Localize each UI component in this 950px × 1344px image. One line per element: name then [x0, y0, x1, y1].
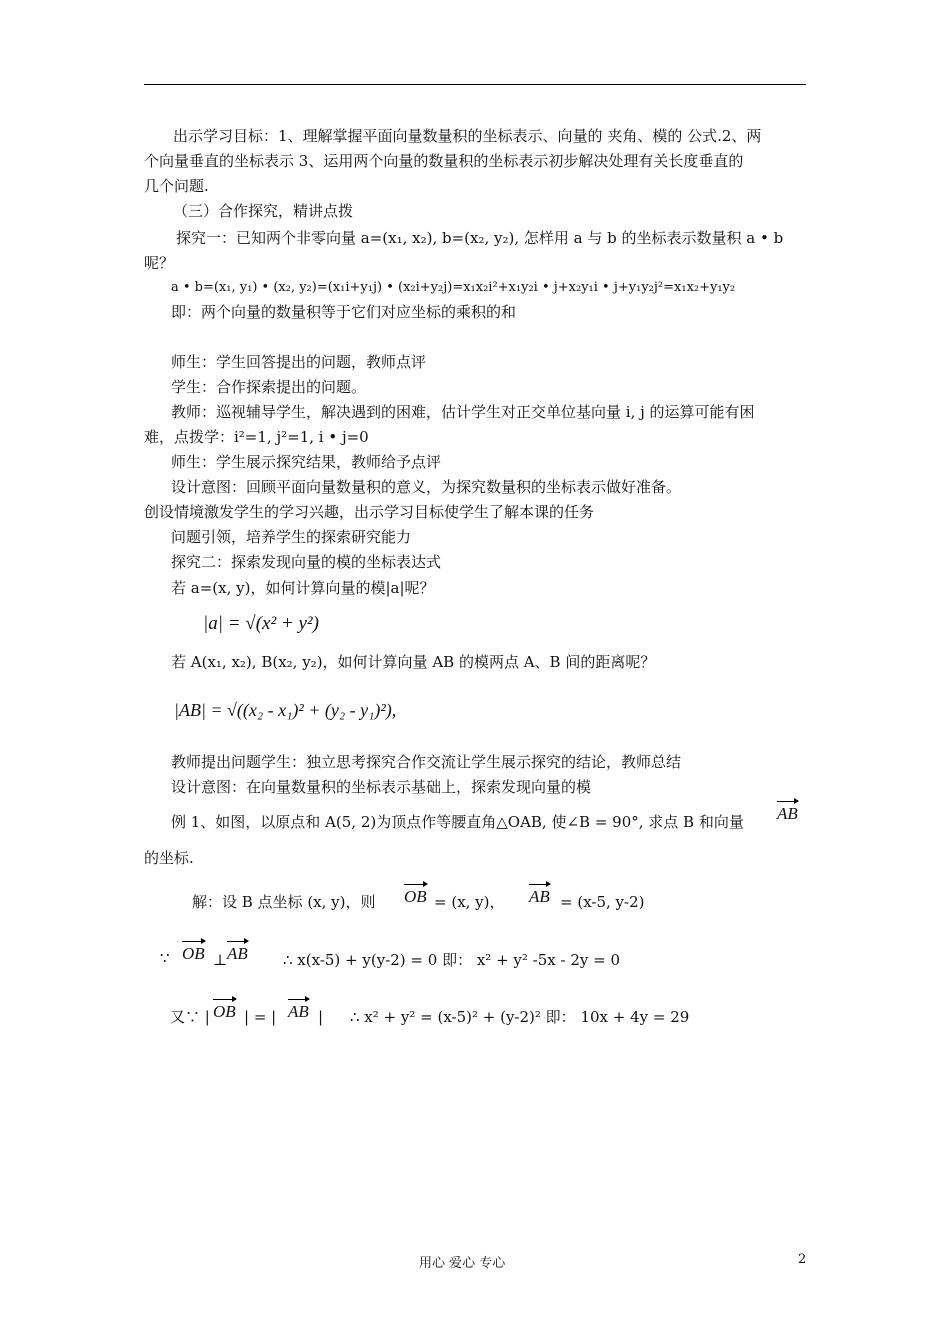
dot-product-derivation: a • b=(x₁, y₁) • (x₂, y₂)=(x₁i+y₁j) • (x₂i+y₂j)=x₁x₂i²+x₁y₂i • j+x₂y₁i • j+y₁y₂j²=x₁x₂+y₁y₂: [171, 280, 736, 295]
solution-line-1b: = (x, y)，: [434, 893, 505, 911]
vector-ob-label-3: OB: [213, 1002, 236, 1021]
solution-line-1a: 解：设 B 点坐标 (x, y)，则: [192, 893, 376, 911]
perpendicular-symbol: ⊥: [213, 951, 228, 969]
learning-goals-line-3: 几个问题.: [144, 177, 209, 195]
page-number: 2: [798, 1252, 807, 1267]
vector-ob-label-2: OB: [182, 944, 205, 963]
distance-formula: |AB| = √((x₂ - x₁)² + (y₂ - y₁)²),: [174, 700, 397, 720]
magnitude-close-bar: |: [318, 1008, 324, 1026]
design-intent-2: 设计意图：在向量数量积的坐标表示基础上，探索发现向量的模: [171, 778, 592, 796]
header-rule: [144, 84, 806, 85]
magnitude-question: 若 a=(x, y)，如何计算向量的模|a|呢？: [171, 579, 435, 597]
teacher-summary-line: 教师提出问题学生：独立思考探究合作交流让学生展示探究的结论，教师总结: [171, 753, 682, 771]
learning-goals-line-2: 个向量垂直的坐标表示 3、运用两个向量的数量积的坐标表示初步解决处理有关长度垂直的: [144, 152, 744, 170]
vector-ab-label-2: AB: [529, 887, 550, 906]
student-line: 学生：合作探索提出的问题。: [171, 378, 367, 396]
situation-line: 创设情境激发学生的学习兴趣，出示学习目标使学生了解本课的任务: [144, 503, 595, 521]
teacher-line-1: 教师：巡视辅导学生，解决遇到的困难，估计学生对正交单位基向量 i, j 的运算可能有困: [171, 403, 755, 421]
learning-goals-line-1: 出示学习目标：1、理解掌握平面向量数量积的坐标表示、向量的 夹角、模的 公式.2、两: [173, 127, 762, 145]
solution-line-1c: = (x-5, y-2): [560, 893, 645, 911]
inquiry-one-question: 探究一：已知两个非零向量 a=(x₁, x₂), b=(x₂, y₂), 怎样用 a 与 b 的坐标表示数量积 a • b: [176, 229, 784, 247]
magnitude-equal-sign: | = |: [244, 1008, 277, 1026]
because-symbol: ∵: [160, 949, 170, 967]
inquiry-two-heading: 探究二：探索发现向量的模的坐标表达式: [171, 553, 442, 571]
vector-ab-label: AB: [777, 804, 798, 823]
vector-ab-label-4: AB: [288, 1002, 309, 1021]
dot-product-conclusion: 即：两个向量的数量积等于它们对应坐标的乘积的和: [171, 303, 517, 321]
also-because-symbol: 又∵ |: [170, 1008, 210, 1026]
distance-question: 若 A(x₁, x₂), B(x₂, y₂)，如何计算向量 AB 的模两点 A、B 间的距离呢？: [171, 653, 656, 671]
footer-motto: 用心 爱心 专心: [419, 1256, 506, 1271]
guidance-line: 问题引领，培养学生的探索研究能力: [171, 528, 412, 546]
teacher-student-1: 师生：学生回答提出的问题，教师点评: [171, 353, 427, 371]
vector-ab-label-3: AB: [227, 944, 248, 963]
vector-ob-label: OB: [404, 887, 427, 906]
inquiry-one-question-end: 呢？: [144, 254, 175, 272]
equal-magnitude-equation: ∴ x² + y² = (x-5)² + (y-2)² 即： 10x + 4y = 29: [350, 1008, 690, 1026]
design-intent-1: 设计意图：回顾平面向量数量积的意义，为探究数量积的坐标表示做好准备。: [171, 478, 682, 496]
section-heading: （三）合作探究，精讲点拨: [173, 202, 354, 220]
example-1-question-end: 的坐标.: [144, 849, 194, 867]
magnitude-formula: |a| = √(x² + y²): [203, 613, 319, 634]
teacher-student-2: 师生：学生展示探究结果，教师给予点评: [171, 453, 442, 471]
perpendicular-equation: ∴ x(x-5) + y(y-2) = 0 即： x² + y² -5x - 2y = 0: [283, 951, 621, 969]
example-1-question: 例 1、如图，以原点和 A(5, 2)为顶点作等腰直角△OAB, 使∠B = 90°, 求点 B 和向量: [171, 813, 744, 831]
teacher-line-2: 难，点拨学：i²=1, j²=1, i • j=0: [144, 428, 369, 446]
